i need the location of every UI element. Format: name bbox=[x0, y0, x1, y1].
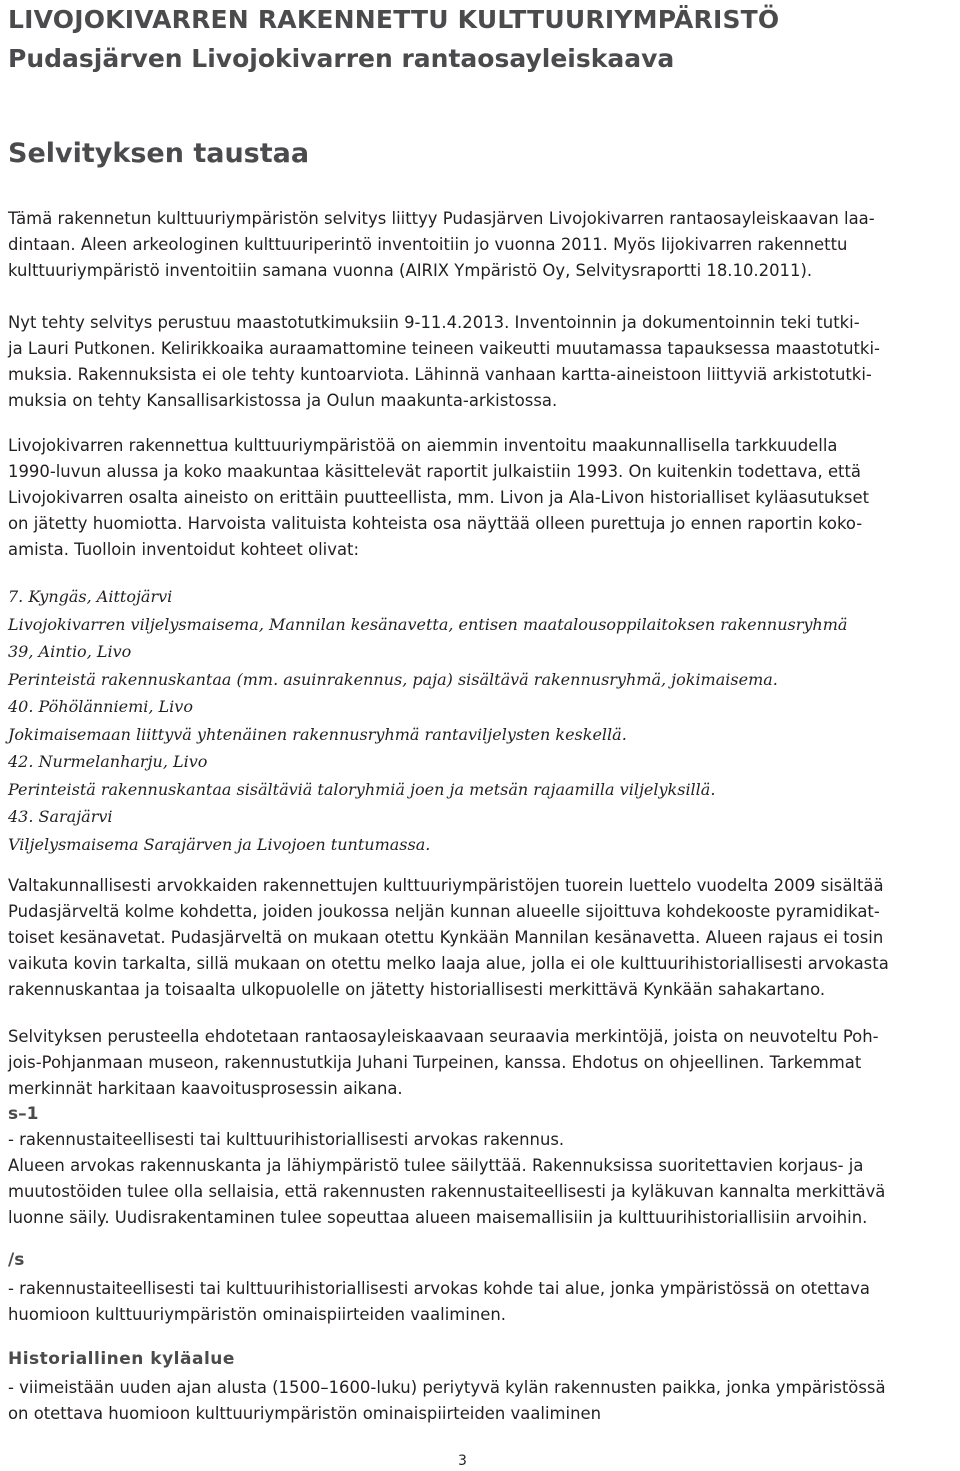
list-item: Viljelysmaisema Sarajärven ja Livojoen tuntumassa. bbox=[8, 834, 431, 854]
section-title: Selvityksen taustaa bbox=[8, 138, 310, 169]
paragraph-historical-village bbox=[8, 1375, 956, 1427]
list-item: Jokimaisemaan liittyvä yhtenäinen rakennusryhmä rantaviljelysten keskellä. bbox=[8, 724, 627, 744]
paragraph-line: ja Lauri Putkonen. Kelirikkoaika auraamattomine teineen vaikeutti muutamassa tapauksessa maastotutki- bbox=[8, 339, 880, 358]
paragraph-line: - viimeistään uuden ajan alusta (1500–1600-luku) periytyvä kylän rakennusten paikka, jonka ympäristössä bbox=[8, 1378, 886, 1397]
list-item: 43. Sarajärvi bbox=[8, 807, 113, 826]
paragraph-marking-s1 bbox=[8, 1127, 956, 1231]
inventory-list bbox=[8, 583, 908, 858]
paragraph-line: merkinnät harkitaan kaavoitusprosessin aikana. bbox=[8, 1079, 403, 1098]
paragraph-line: muutostöiden tulee olla sellaisia, että rakennusten rakennustaiteellisesti ja kyläkuvan kannalta merkittävä bbox=[8, 1182, 886, 1201]
paragraph-line: rakennuskantaa ja toisaalta ulkopuolelle on jätetty historiallisesti merkittävä Kynkään sahakartano. bbox=[8, 980, 826, 999]
document-subtitle: Pudasjärven Livojokivarren rantaosayleiskaava bbox=[8, 44, 675, 73]
paragraph-line: Selvityksen perusteella ehdotetaan rantaosayleiskaavaan seuraavia merkintöjä, joista on neuvoteltu Poh- bbox=[8, 1027, 879, 1046]
paragraph-line: - rakennustaiteellisesti tai kulttuurihistoriallisesti arvokas kohde tai alue, jonka ympäristössä on otettava bbox=[8, 1279, 870, 1298]
list-item: 7. Kyngäs, Aittojärvi bbox=[8, 587, 173, 606]
paragraph-line: luonne säily. Uudisrakentaminen tulee sopeuttaa alueen maisemallisiin ja kulttuurihistoriallisiin arvoihin. bbox=[8, 1208, 868, 1227]
paragraph-line: on otettava huomioon kulttuuriympäristön ominaispiirteiden vaaliminen bbox=[8, 1404, 602, 1423]
paragraph-line: kulttuuriympäristö inventoitiin samana vuonna (AIRIX Ympäristö Oy, Selvitysraportti 18.10.2011). bbox=[8, 261, 813, 280]
paragraph-line: 1990-luvun alussa ja koko maakuntaa käsittelevät raportit julkaistiin 1993. On kuitenkin todettava, että bbox=[8, 462, 862, 481]
paragraph-line: Alueen arvokas rakennuskanta ja lähiympäristö tulee säilyttää. Rakennuksissa suoritettavien korjaus- ja bbox=[8, 1156, 864, 1175]
paragraph-line: dintaan. Aleen arkeologinen kulttuuriperintö inventoitiin jo vuonna 2011. Myös Iijokivarren rakennettu bbox=[8, 235, 848, 254]
page-number: 3 bbox=[458, 1453, 467, 1469]
list-item: 40. Pöhölänniemi, Livo bbox=[8, 697, 193, 716]
list-item: Perinteistä rakennuskantaa (mm. asuinrakennus, paja) sisältävä rakennusryhmä, jokimaisema. bbox=[8, 669, 778, 689]
paragraph-line: Valtakunnallisesti arvokkaiden rakennettujen kulttuuriympäristöjen tuorein luettelo vuodelta 2009 sisältää bbox=[8, 876, 884, 895]
paragraph-line: Livojokivarren osalta aineisto on erittäin puutteellista, mm. Livon ja Ala-Livon historialliset kyläasutukset bbox=[8, 488, 870, 507]
paragraph-previous-inventory bbox=[8, 433, 956, 563]
paragraph-line: toiset kesänavetat. Pudasjärveltä on mukaan otettu Kynkään Mannilan kesänavetta. Alueen rajaus ei tosin bbox=[8, 928, 884, 947]
marking-s1-label: s–1 bbox=[8, 1104, 39, 1124]
subheading-historical-village: Historiallinen kyläalue bbox=[8, 1349, 235, 1369]
paragraph-line: vaikuta kovin tarkalta, sillä mukaan on otettu melko laaja alue, jolla ei ole kulttuurihistoriallisesti arvokasta bbox=[8, 954, 889, 973]
paragraph-line: muksia. Rakennuksista ei ole tehty kuntoarviota. Lähinnä vanhaan kartta-aineistoon liittyviä arkistotutki- bbox=[8, 365, 872, 384]
paragraph-line: muksia on tehty Kansallisarkistossa ja Oulun maakunta-arkistossa. bbox=[8, 391, 558, 410]
paragraph-line: jois-Pohjanmaan museon, rakennustutkija Juhani Turpeinen, kanssa. Ehdotus on ohjeellinen. Tarkemmat bbox=[8, 1053, 862, 1072]
document-title: LIVOJOKIVARREN RAKENNETTU KULTTUURIYMPÄRISTÖ bbox=[8, 5, 780, 34]
paragraph-proposal bbox=[8, 1024, 956, 1102]
list-item: Livojokivarren viljelysmaisema, Mannilan kesänavetta, entisen maatalousoppilaitoksen rakennusryhmä bbox=[8, 614, 848, 634]
paragraph-line: Livojokivarren rakennettua kulttuuriympäristöä on aiemmin inventoitu maakunnallisella tarkkuudella bbox=[8, 436, 838, 455]
marking-s-label: /s bbox=[8, 1250, 25, 1270]
paragraph-line: amista. Tuolloin inventoidut kohteet olivat: bbox=[8, 540, 360, 559]
paragraph-line: - rakennustaiteellisesti tai kulttuurihistoriallisesti arvokas rakennus. bbox=[8, 1130, 565, 1149]
list-item: 42. Nurmelanharju, Livo bbox=[8, 752, 208, 771]
paragraph-intro bbox=[8, 206, 956, 284]
paragraph-line: Pudasjärveltä kolme kohdetta, joiden joukossa neljän kunnan alueelle sijoittuva kohdekooste pyramidikat- bbox=[8, 902, 880, 921]
paragraph-line: on jätetty huomiotta. Harvoista valituista kohteista osa näyttää olleen purettuja jo ennen raportin koko- bbox=[8, 514, 863, 533]
list-item: Perinteistä rakennuskantaa sisältäviä taloryhmiä joen ja metsän rajaamilla viljelyksillä. bbox=[8, 779, 716, 799]
list-item: 39, Aintio, Livo bbox=[8, 642, 132, 661]
paragraph-line: Nyt tehty selvitys perustuu maastotutkimuksiin 9-11.4.2013. Inventoinnin ja dokumentoinnin teki tutki- bbox=[8, 313, 860, 332]
paragraph-marking-s bbox=[8, 1276, 956, 1328]
paragraph-national-register bbox=[8, 873, 956, 1003]
paragraph-line: huomioon kulttuuriympäristön ominaispiirteiden vaaliminen. bbox=[8, 1305, 506, 1324]
paragraph-line: Tämä rakennetun kulttuuriympäristön selvitys liittyy Pudasjärven Livojokivarren rantaosayleiskaavan laa- bbox=[8, 209, 875, 228]
paragraph-fieldwork bbox=[8, 310, 956, 414]
